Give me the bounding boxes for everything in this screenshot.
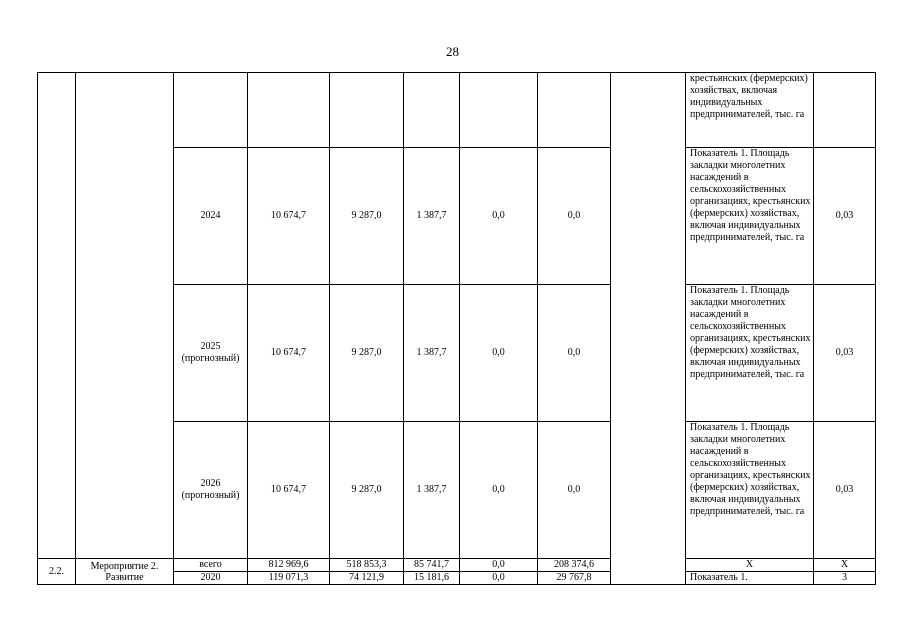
- amount-cell: 0,0: [538, 148, 611, 285]
- amount-cell: 9 287,0: [330, 285, 404, 422]
- amount-cell: 0,0: [538, 422, 611, 559]
- amount-cell: 0,0: [538, 285, 611, 422]
- year-cell: [174, 422, 248, 559]
- amount-cell: 0,0: [460, 148, 538, 285]
- section-number-cell: 2.2.: [38, 559, 76, 585]
- year-label: 2026: [200, 478, 221, 489]
- table-cell: [611, 572, 686, 585]
- value-cell: 3: [814, 572, 876, 585]
- table-cell: [404, 73, 460, 148]
- table-cell: [611, 559, 686, 572]
- table-cell: [611, 148, 686, 285]
- indicator-cell: Х: [686, 559, 814, 572]
- table-cell: [76, 422, 174, 559]
- total-cell: 812 969,6: [248, 559, 330, 572]
- table-cell: [611, 73, 686, 148]
- amount-cell: 518 853,3: [330, 559, 404, 572]
- total-cell: 119 071,3: [248, 572, 330, 585]
- amount-cell: 74 121,9: [330, 572, 404, 585]
- year-label: 2025: [200, 341, 221, 352]
- table-cell: [460, 73, 538, 148]
- table-row: [38, 422, 876, 559]
- section-name-line1: Мероприятие 2.: [90, 560, 159, 572]
- table-cell: [38, 73, 76, 148]
- table-cell: [611, 422, 686, 559]
- indicator-cell: [686, 285, 814, 422]
- value-cell: 0,03: [814, 285, 876, 422]
- table-row: [38, 285, 876, 422]
- table-row: [38, 559, 876, 572]
- table-row: [38, 148, 876, 285]
- table-cell: [248, 73, 330, 148]
- indicator-text: крестьянских (фермерских) хозяйствах, включая индивидуальных предпринимателей, тыс. га: [690, 73, 808, 120]
- year-cell: [174, 285, 248, 422]
- table-cell: [38, 148, 76, 285]
- section-name-cell: [76, 559, 174, 585]
- indicator-text: Показатель 1. Площадь закладки многолетних насаждений в сельскохозяйственных организациях, крестьянских (фермерских) хозяйствах, включая индивидуальных предпринимателей, тыс. га: [690, 148, 811, 243]
- value-cell: Х: [814, 559, 876, 572]
- table-cell: [76, 148, 174, 285]
- total-cell: 10 674,7: [248, 148, 330, 285]
- table-cell: [330, 73, 404, 148]
- year-note: (прогнозный): [181, 353, 240, 364]
- year-cell: всего: [174, 559, 248, 572]
- year-label: 2024: [200, 210, 221, 221]
- section-name-line2: Развитие: [105, 571, 144, 583]
- year-cell: 2020: [174, 572, 248, 585]
- year-note: (прогнозный): [181, 490, 240, 501]
- indicator-text: Показатель 1. Площадь закладки многолетних насаждений в сельскохозяйственных организациях, крестьянских (фермерских) хозяйствах, включая индивидуальных предпринимателей, тыс. га: [690, 285, 811, 380]
- amount-cell: 9 287,0: [330, 422, 404, 559]
- amount-cell: 85 741,7: [404, 559, 460, 572]
- total-cell: 10 674,7: [248, 422, 330, 559]
- total-cell: 10 674,7: [248, 285, 330, 422]
- table-row: [38, 73, 876, 148]
- table-cell: [76, 285, 174, 422]
- amount-cell: 208 374,6: [538, 559, 611, 572]
- page-number: 28: [446, 44, 459, 59]
- table-cell: [611, 285, 686, 422]
- indicator-cell: Показатель 1.: [686, 572, 814, 585]
- amount-cell: 1 387,7: [404, 148, 460, 285]
- amount-cell: 9 287,0: [330, 148, 404, 285]
- amount-cell: 29 767,8: [538, 572, 611, 585]
- table-cell: [538, 73, 611, 148]
- amount-cell: 0,0: [460, 572, 538, 585]
- amount-cell: 0,0: [460, 559, 538, 572]
- indicator-cell: [686, 73, 814, 148]
- amount-cell: 0,0: [460, 422, 538, 559]
- table-cell: [38, 285, 76, 422]
- amount-cell: 1 387,7: [404, 285, 460, 422]
- indicator-cell: [686, 148, 814, 285]
- indicator-cell: [686, 422, 814, 559]
- year-cell: [174, 148, 248, 285]
- program-table: [37, 72, 876, 585]
- value-cell: 0,03: [814, 422, 876, 559]
- indicator-text: Показатель 1. Площадь закладки многолетних насаждений в сельскохозяйственных организациях, крестьянских (фермерских) хозяйствах, включая индивидуальных предпринимателей, тыс. га: [690, 422, 811, 517]
- table-cell: [38, 422, 76, 559]
- amount-cell: 1 387,7: [404, 422, 460, 559]
- value-cell: 0,03: [814, 148, 876, 285]
- amount-cell: 0,0: [460, 285, 538, 422]
- value-cell: [814, 73, 876, 148]
- table-cell: [174, 73, 248, 148]
- amount-cell: 15 181,6: [404, 572, 460, 585]
- table-cell: [76, 73, 174, 148]
